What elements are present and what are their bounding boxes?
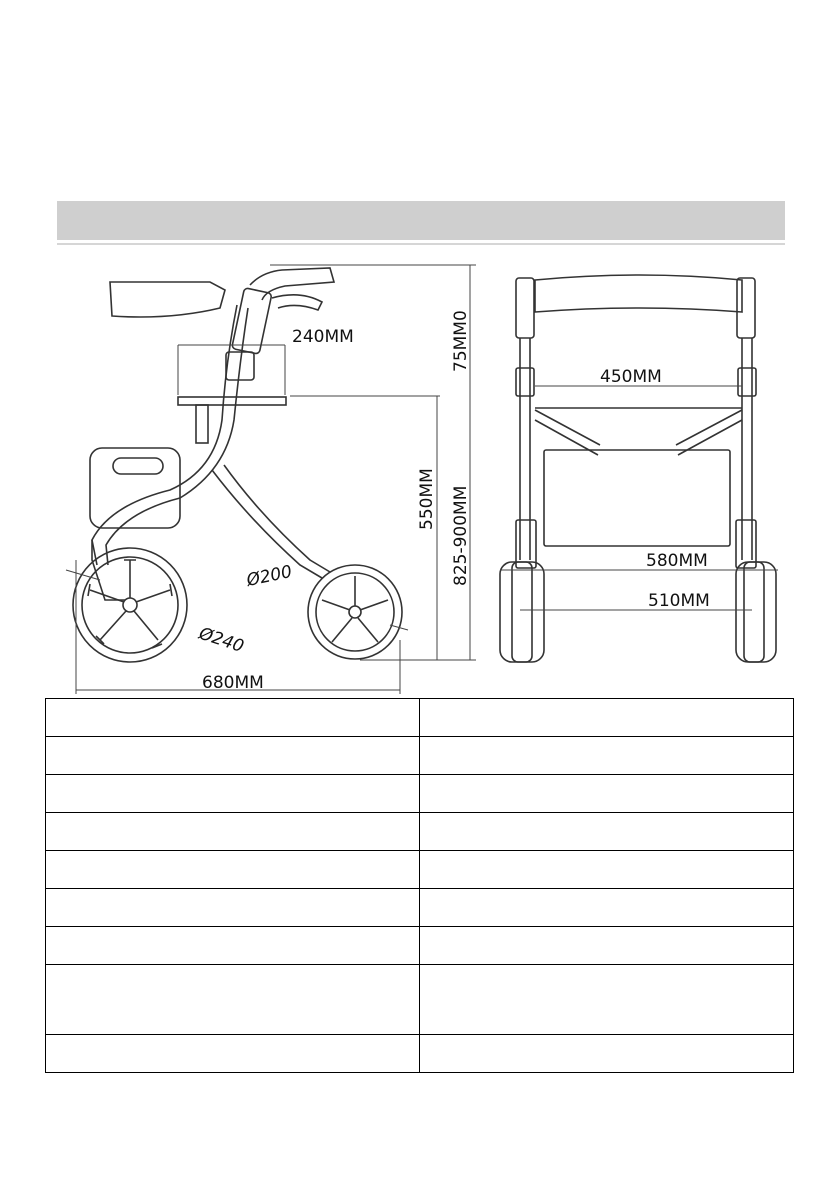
backrest-width-label: 240MM — [292, 327, 354, 347]
seat-width-label: 450MM — [600, 367, 662, 387]
table-cell — [46, 889, 420, 927]
table-row — [46, 927, 794, 965]
table-cell — [420, 737, 794, 775]
table-cell — [420, 965, 794, 1035]
table-row — [46, 851, 794, 889]
table-cell — [46, 775, 420, 813]
table-row — [46, 889, 794, 927]
table-row — [46, 737, 794, 775]
front-wheel-diameter-label: Ø240 — [196, 623, 247, 657]
table-row — [46, 965, 794, 1035]
handle-height-label: 75MM0 — [451, 310, 471, 372]
table-cell — [420, 699, 794, 737]
table-row — [46, 699, 794, 737]
handle-range-label: 825-900MM — [451, 485, 471, 586]
large-wheel — [73, 548, 187, 662]
table-cell — [46, 1035, 420, 1073]
table-cell — [420, 927, 794, 965]
table-cell — [420, 813, 794, 851]
outer-width-label: 580MM — [646, 551, 708, 571]
table-cell — [420, 1035, 794, 1073]
length-label: 680MM — [202, 673, 264, 693]
small-wheel — [308, 565, 402, 659]
table-cell — [46, 699, 420, 737]
table-row — [46, 1035, 794, 1073]
table-cell — [420, 889, 794, 927]
table-cell — [46, 965, 420, 1035]
table-cell — [46, 737, 420, 775]
table-row — [46, 775, 794, 813]
seat-height-label: 550MM — [417, 468, 437, 530]
rear-wheel-diameter-label: Ø200 — [244, 561, 294, 591]
table-cell — [46, 927, 420, 965]
table-cell — [46, 813, 420, 851]
inner-width-label: 510MM — [648, 591, 710, 611]
specifications-table — [45, 698, 794, 1073]
front-view — [500, 275, 776, 662]
side-dimension-lines — [66, 265, 476, 694]
table-row — [46, 813, 794, 851]
table-cell — [420, 775, 794, 813]
table-cell — [46, 851, 420, 889]
table-cell — [420, 851, 794, 889]
